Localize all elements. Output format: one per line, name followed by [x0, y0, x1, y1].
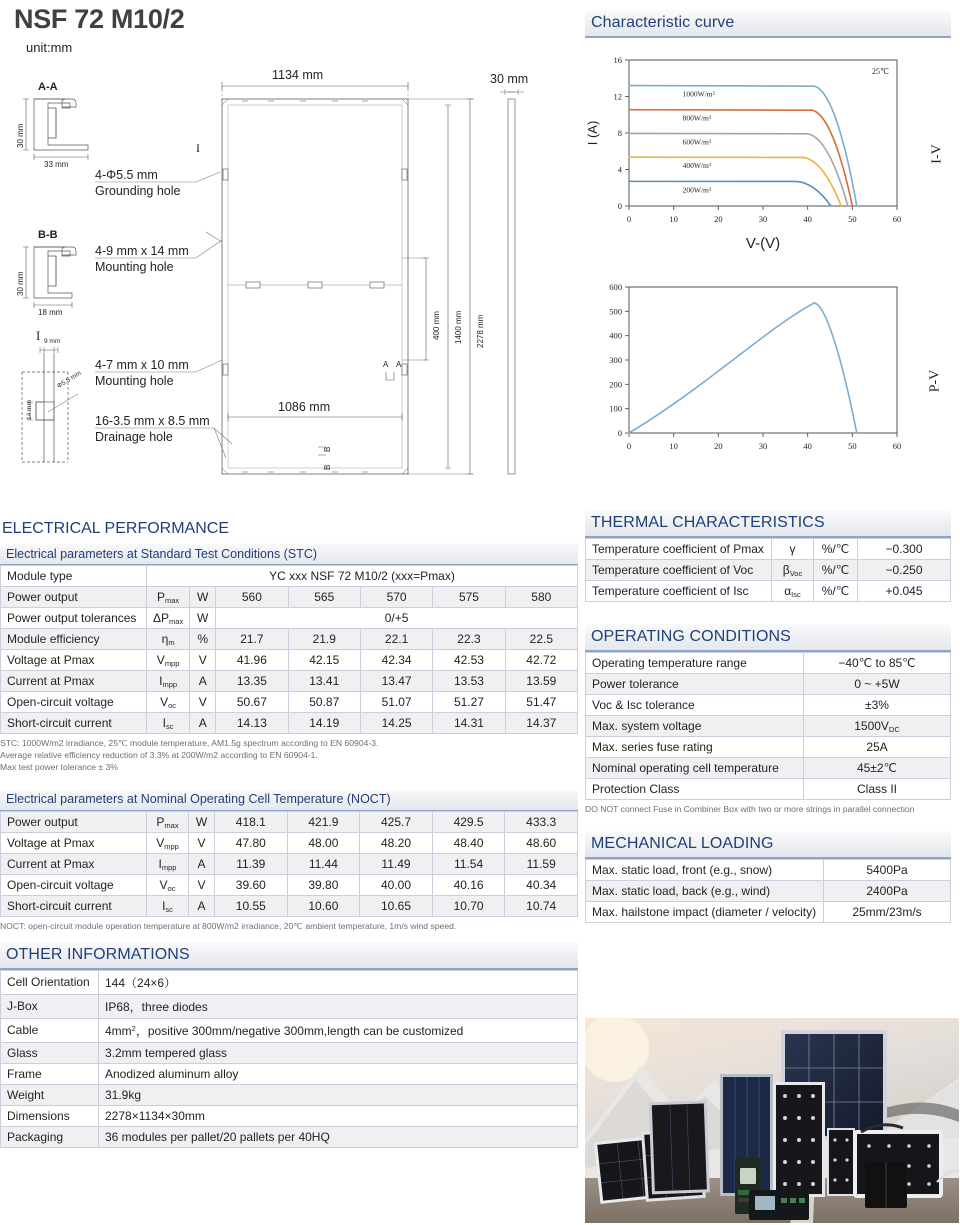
bb-width-label: 18 mm: [38, 308, 63, 317]
product-photo-svg: [585, 1018, 959, 1223]
row-value: 48.00: [287, 832, 360, 853]
row-value: 11.44: [287, 853, 360, 874]
row-value: 565: [288, 587, 360, 608]
row-label: Nominal operating cell temperature: [586, 758, 804, 779]
series-label: 600W/m²: [682, 137, 712, 147]
chart-annotation: 25℃: [872, 67, 889, 76]
drawing-svg: [0, 72, 578, 492]
row-unit: V: [189, 874, 215, 895]
y-tick-label: 200: [609, 379, 622, 390]
marker-b-top: B: [323, 446, 332, 452]
svg-text:I: I: [196, 141, 200, 155]
table-row: [1, 874, 578, 895]
callout-2-name: Mounting hole: [95, 374, 174, 388]
table-row: [586, 881, 951, 902]
row-unit: %/℃: [814, 560, 858, 581]
row-value: 575: [433, 587, 505, 608]
row-unit: %/℃: [814, 581, 858, 602]
row-value: 433.3: [505, 811, 578, 832]
x-tick-label: 30: [758, 441, 768, 451]
row-value: 48.40: [432, 832, 505, 853]
row-symbol: $I_{mpp}$: [147, 671, 190, 692]
series-label: 400W/m²: [682, 161, 712, 171]
left-column: [0, 520, 578, 1148]
stc-table: [0, 565, 578, 734]
table-row: [586, 758, 951, 779]
detail-width-label: 9 mm: [44, 338, 61, 345]
row-label: Max. static load, front (e.g., snow): [586, 860, 824, 881]
y-tick-label: 12: [613, 91, 622, 102]
row-value: 22.3: [433, 629, 505, 650]
row-label: Max. hailstone impact (diameter / velocity): [586, 902, 824, 923]
row-label: Power output tolerances: [1, 608, 147, 629]
row-value: 21.7: [216, 629, 288, 650]
table-row: [1, 1084, 578, 1105]
table-row: [1, 1063, 578, 1084]
table-row: [1, 587, 578, 608]
row-label: Cell Orientation: [1, 970, 99, 994]
detail-height-label: 14 mm: [26, 400, 33, 420]
thermal-characteristics-title: THERMAL CHARACTERISTICS: [585, 510, 951, 538]
note-line: STC: 1000W/m2 irradiance, 25℃ module temperature, AM1.5g spectrum according to EN 60904-3.: [0, 738, 379, 748]
row-label: Temperature coefficient of Voc: [586, 560, 772, 581]
row-unit: V: [190, 650, 216, 671]
other-informations-table: [0, 970, 578, 1148]
callout-1-name: Mounting hole: [95, 260, 174, 274]
row-label: Voltage at Pmax: [1, 832, 147, 853]
row-label: Open-circuit voltage: [1, 692, 147, 713]
row-value: 42.15: [288, 650, 360, 671]
row-symbol: $P_{max}$: [147, 811, 189, 832]
row-value: 47.80: [215, 832, 288, 853]
row-value: 0/+5: [216, 608, 578, 629]
row-value: 2400Pa: [824, 881, 951, 902]
row-label: Glass: [1, 1042, 99, 1063]
row-value: 42.34: [360, 650, 432, 671]
row-value: −0.250: [858, 560, 951, 581]
row-value: 570: [360, 587, 432, 608]
table-row: [586, 902, 951, 923]
x-tick-label: 10: [669, 441, 678, 451]
row-symbol: $V_{oc}$: [147, 874, 189, 895]
y-tick-label: 16: [613, 55, 622, 65]
iv-side-label: I-V: [929, 143, 945, 164]
row-value: 45±2℃: [804, 758, 951, 779]
table-row: [1, 811, 578, 832]
pv-chart: [585, 273, 951, 488]
row-symbol: $V_{oc}$: [147, 692, 190, 713]
row-unit: V: [190, 692, 216, 713]
x-tick-label: 0: [626, 214, 632, 224]
row-label: Power output: [1, 587, 147, 608]
row-value: 144（24×6）: [99, 970, 578, 994]
x-tick-label: 10: [669, 214, 678, 224]
row-value: 11.54: [432, 853, 505, 874]
row-value: 14.37: [505, 713, 577, 734]
row-label: Cable: [1, 1018, 99, 1042]
row-symbol: $\Delta P_{max}$: [147, 608, 190, 629]
unit-label: unit:mm: [26, 40, 73, 55]
row-label: Protection Class: [586, 779, 804, 800]
x-tick-label: 20: [714, 441, 723, 451]
pv-chart-svg: [585, 273, 925, 488]
row-value: 48.60: [505, 832, 578, 853]
row-value: +0.045: [858, 581, 951, 602]
y-tick-label: 0: [617, 201, 622, 211]
table-row: [586, 737, 951, 758]
row-label: Operating temperature range: [586, 653, 804, 674]
marker-a-left: A: [383, 360, 389, 369]
row-label: Current at Pmax: [1, 671, 147, 692]
row-value: $4mm^2$，positive 300mm/negative 300mm,length can be customized: [99, 1018, 578, 1042]
y-tick-label: 100: [609, 403, 622, 414]
x-tick-label: 60: [892, 441, 902, 451]
row-value: 421.9: [287, 811, 360, 832]
y-axis-label: I (A): [585, 120, 600, 146]
product-photo: [585, 1018, 959, 1223]
x-tick-label: 40: [803, 214, 812, 224]
aa-width-label: 33 mm: [44, 160, 69, 169]
aa-height-label: 30 mm: [16, 123, 25, 148]
y-tick-label: 500: [609, 306, 622, 317]
row-unit: A: [189, 895, 215, 916]
iv-chart-svg: [585, 46, 925, 261]
row-label: Max. series fuse rating: [586, 737, 804, 758]
series-label: 800W/m²: [682, 113, 712, 123]
row-value: 10.55: [215, 895, 288, 916]
row-value: 50.87: [288, 692, 360, 713]
row-symbol: $V_{mpp}$: [147, 832, 189, 853]
iv-chart: [585, 46, 951, 261]
row-value: 10.70: [432, 895, 505, 916]
row-value: Class II: [804, 779, 951, 800]
row-value: IP68，three diodes: [99, 994, 578, 1018]
row-label: Short-circuit current: [1, 895, 147, 916]
row-value: 40.34: [505, 874, 578, 895]
row-value: Anodized aluminum alloy: [99, 1063, 578, 1084]
row-symbol: $\eta_m$: [147, 629, 190, 650]
row-value: 13.35: [216, 671, 288, 692]
dim-400-label: 400 mm: [432, 311, 441, 340]
table-row: [1, 1042, 578, 1063]
row-symbol: $\alpha_{Isc}$: [772, 581, 814, 602]
row-value: −40℃ to 85℃: [804, 653, 951, 674]
mechanical-loading-table: [585, 859, 951, 923]
table-row: [586, 860, 951, 881]
table-row: [1, 692, 578, 713]
callout-3-spec: 16-3.5 mm x 8.5 mm: [95, 414, 210, 428]
row-value: 36 modules per pallet/20 pallets per 40HQ: [99, 1126, 578, 1147]
table-row: [586, 779, 951, 800]
row-label: Dimensions: [1, 1105, 99, 1126]
row-label: J-Box: [1, 994, 99, 1018]
row-label: Power tolerance: [586, 674, 804, 695]
row-label: Max. system voltage: [586, 716, 804, 737]
module-type-value: YC xxx NSF 72 M10/2 (xxx=Pmax): [147, 566, 578, 587]
row-value: 14.31: [433, 713, 505, 734]
noct-table: [0, 811, 578, 917]
row-symbol: $I_{sc}$: [147, 713, 190, 734]
right-column: [585, 10, 951, 923]
stc-subtitle: Electrical parameters at Standard Test Conditions (STC): [0, 543, 578, 565]
bb-height-label: 30 mm: [16, 271, 25, 296]
characteristic-curve-title: Characteristic curve: [585, 10, 951, 38]
row-value: $1500V_{DC}$: [804, 716, 951, 737]
row-label: Packaging: [1, 1126, 99, 1147]
table-row: [586, 716, 951, 737]
panel-inner-width-dim: 1086 mm: [278, 400, 331, 414]
row-label: Temperature coefficient of Isc: [586, 581, 772, 602]
mechanical-loading-title: MECHANICAL LOADING: [585, 831, 951, 859]
y-tick-label: 0: [617, 428, 622, 438]
electrical-performance-title: ELECTRICAL PERFORMANCE: [2, 520, 229, 537]
table-row: [586, 581, 951, 602]
row-value: 10.65: [360, 895, 433, 916]
svg-text:I: I: [36, 328, 41, 343]
x-tick-label: 0: [626, 441, 632, 451]
technical-drawing: [0, 68, 578, 492]
row-unit: W: [189, 811, 215, 832]
callout-0-spec: 4-Φ5.5 mm: [95, 168, 158, 182]
operating-conditions-title: OPERATING CONDITIONS: [585, 624, 951, 652]
row-value: 13.59: [505, 671, 577, 692]
table-row: [1, 1018, 578, 1042]
row-value: 0 ~ +5W: [804, 674, 951, 695]
x-tick-label: 30: [758, 214, 768, 224]
table-row: [1, 1126, 578, 1147]
row-value: 13.53: [433, 671, 505, 692]
row-value: 42.53: [433, 650, 505, 671]
row-label: Voc & Isc tolerance: [586, 695, 804, 716]
row-value: 48.20: [360, 832, 433, 853]
panel-thickness-dim: 30 mm: [490, 72, 529, 86]
y-tick-label: 300: [609, 355, 622, 365]
row-value: 11.59: [505, 853, 578, 874]
row-symbol: $P_{max}$: [147, 587, 190, 608]
table-row: [1, 832, 578, 853]
row-label: Temperature coefficient of Pmax: [586, 539, 772, 560]
x-tick-label: 50: [848, 441, 857, 451]
row-label: Weight: [1, 1084, 99, 1105]
row-unit: A: [189, 853, 215, 874]
table-row: [586, 560, 951, 581]
row-value: 2278×1134×30mm: [99, 1105, 578, 1126]
noct-notes: [0, 920, 578, 932]
row-unit: A: [190, 713, 216, 734]
row-value: 21.9: [288, 629, 360, 650]
y-tick-label: 400: [609, 330, 622, 341]
row-symbol: γ: [772, 539, 814, 560]
row-symbol: $V_{mpp}$: [147, 650, 190, 671]
table-row: [1, 895, 578, 916]
marker-b-bottom: B: [323, 464, 332, 470]
row-label: Module efficiency: [1, 629, 147, 650]
series-label: 1000W/m²: [682, 89, 715, 99]
table-row: [586, 695, 951, 716]
row-value: 25mm/23m/s: [824, 902, 951, 923]
row-value: 40.16: [432, 874, 505, 895]
noct-subtitle: Electrical parameters at Nominal Operating Cell Temperature (NOCT): [0, 789, 578, 811]
row-value: 14.19: [288, 713, 360, 734]
row-value: ±3%: [804, 695, 951, 716]
dim-1400-label: 1400 mm: [454, 310, 463, 344]
row-value: 39.80: [287, 874, 360, 895]
table-row: [1, 713, 578, 734]
callout-0-name: Grounding hole: [95, 184, 181, 198]
row-unit: %: [190, 629, 216, 650]
row-unit: W: [190, 587, 216, 608]
row-value: 11.49: [360, 853, 433, 874]
row-value: 5400Pa: [824, 860, 951, 881]
dim-2278-label: 2278 mm: [476, 314, 485, 348]
row-label: Current at Pmax: [1, 853, 147, 874]
x-tick-label: 40: [803, 441, 812, 451]
table-row: [1, 629, 578, 650]
note-line: Average relative efficiency reduction of 3.3% at 200W/m2 according to EN 60904-1.: [0, 750, 318, 761]
row-value: 580: [505, 587, 577, 608]
row-value: 429.5: [432, 811, 505, 832]
row-label: Max. static load, back (e.g., wind): [586, 881, 824, 902]
table-row: [586, 674, 951, 695]
row-value: 42.72: [505, 650, 577, 671]
row-value: 40.00: [360, 874, 433, 895]
row-value: 41.96: [216, 650, 288, 671]
x-tick-label: 60: [892, 214, 902, 224]
row-value: 425.7: [360, 811, 433, 832]
module-type-label: Module type: [1, 566, 147, 587]
note-line: NOCT: open-circuit module operation temperature at 800W/m2 irradiance, 20℃ ambient temperature, 1m/s wind speed.: [0, 920, 457, 931]
row-value: 31.9kg: [99, 1084, 578, 1105]
thermal-table: [585, 538, 951, 602]
table-row: [1, 853, 578, 874]
row-value: 50.67: [216, 692, 288, 713]
panel-width-dim: 1134 mm: [272, 68, 324, 82]
table-row: [1, 1105, 578, 1126]
row-unit: A: [190, 671, 216, 692]
operating-conditions-note: DO NOT connect Fuse in Combiner Box with two or more strings in parallel connection: [585, 804, 915, 814]
row-value: 13.47: [360, 671, 432, 692]
row-value: 10.60: [287, 895, 360, 916]
operating-conditions-table: [585, 652, 951, 800]
y-tick-label: 8: [617, 128, 622, 138]
x-tick-label: 20: [714, 214, 723, 224]
other-informations-title: OTHER INFORMATIONS: [0, 942, 578, 970]
table-row: [1, 566, 578, 587]
row-label: Voltage at Pmax: [1, 650, 147, 671]
row-value: 3.2mm tempered glass: [99, 1042, 578, 1063]
marker-a-right: A: [396, 360, 402, 369]
row-unit: V: [189, 832, 215, 853]
row-value: −0.300: [858, 539, 951, 560]
series-label: 200W/m²: [682, 185, 712, 195]
row-value: 14.25: [360, 713, 432, 734]
row-label: Power output: [1, 811, 147, 832]
y-tick-label: 600: [609, 282, 622, 292]
row-value: 39.60: [215, 874, 288, 895]
row-label: Short-circuit current: [1, 713, 147, 734]
row-value: 11.39: [215, 853, 288, 874]
table-row: [1, 671, 578, 692]
row-value: 560: [216, 587, 288, 608]
callout-1-spec: 4-9 mm x 14 mm: [95, 244, 189, 258]
x-tick-label: 50: [848, 214, 857, 224]
row-value: 25A: [804, 737, 951, 758]
table-row: [1, 608, 578, 629]
table-row: [586, 653, 951, 674]
table-row: [1, 970, 578, 994]
row-value: 418.1: [215, 811, 288, 832]
row-value: 22.1: [360, 629, 432, 650]
row-label: Open-circuit voltage: [1, 874, 147, 895]
row-label: Frame: [1, 1063, 99, 1084]
svg-text:B-B: B-B: [38, 229, 58, 241]
page-title: NSF 72 M10/2: [14, 4, 185, 34]
row-symbol: $I_{mpp}$: [147, 853, 189, 874]
row-unit: W: [190, 608, 216, 629]
row-symbol: $\beta_{Voc}$: [772, 560, 814, 581]
row-value: 51.07: [360, 692, 432, 713]
detail-diameter-label: Φ5.5 mm: [56, 369, 83, 390]
x-axis-label: V-(V): [745, 235, 781, 252]
row-value: 51.27: [433, 692, 505, 713]
table-row: [1, 994, 578, 1018]
row-value: 13.41: [288, 671, 360, 692]
callout-3-name: Drainage hole: [95, 430, 173, 444]
row-value: 14.13: [216, 713, 288, 734]
row-symbol: $I_{sc}$: [147, 895, 189, 916]
table-row: [586, 539, 951, 560]
note-line: Max test power tolerance ± 3%: [0, 762, 118, 773]
y-tick-label: 4: [617, 164, 622, 175]
row-value: 22.5: [505, 629, 577, 650]
row-value: 51.47: [505, 692, 577, 713]
row-value: 10.74: [505, 895, 578, 916]
stc-notes: [0, 737, 578, 774]
table-row: [1, 650, 578, 671]
callout-2-spec: 4-7 mm x 10 mm: [95, 358, 189, 372]
svg-text:A-A: A-A: [38, 81, 58, 93]
row-unit: %/℃: [814, 539, 858, 560]
pv-side-label: P-V: [927, 369, 943, 392]
